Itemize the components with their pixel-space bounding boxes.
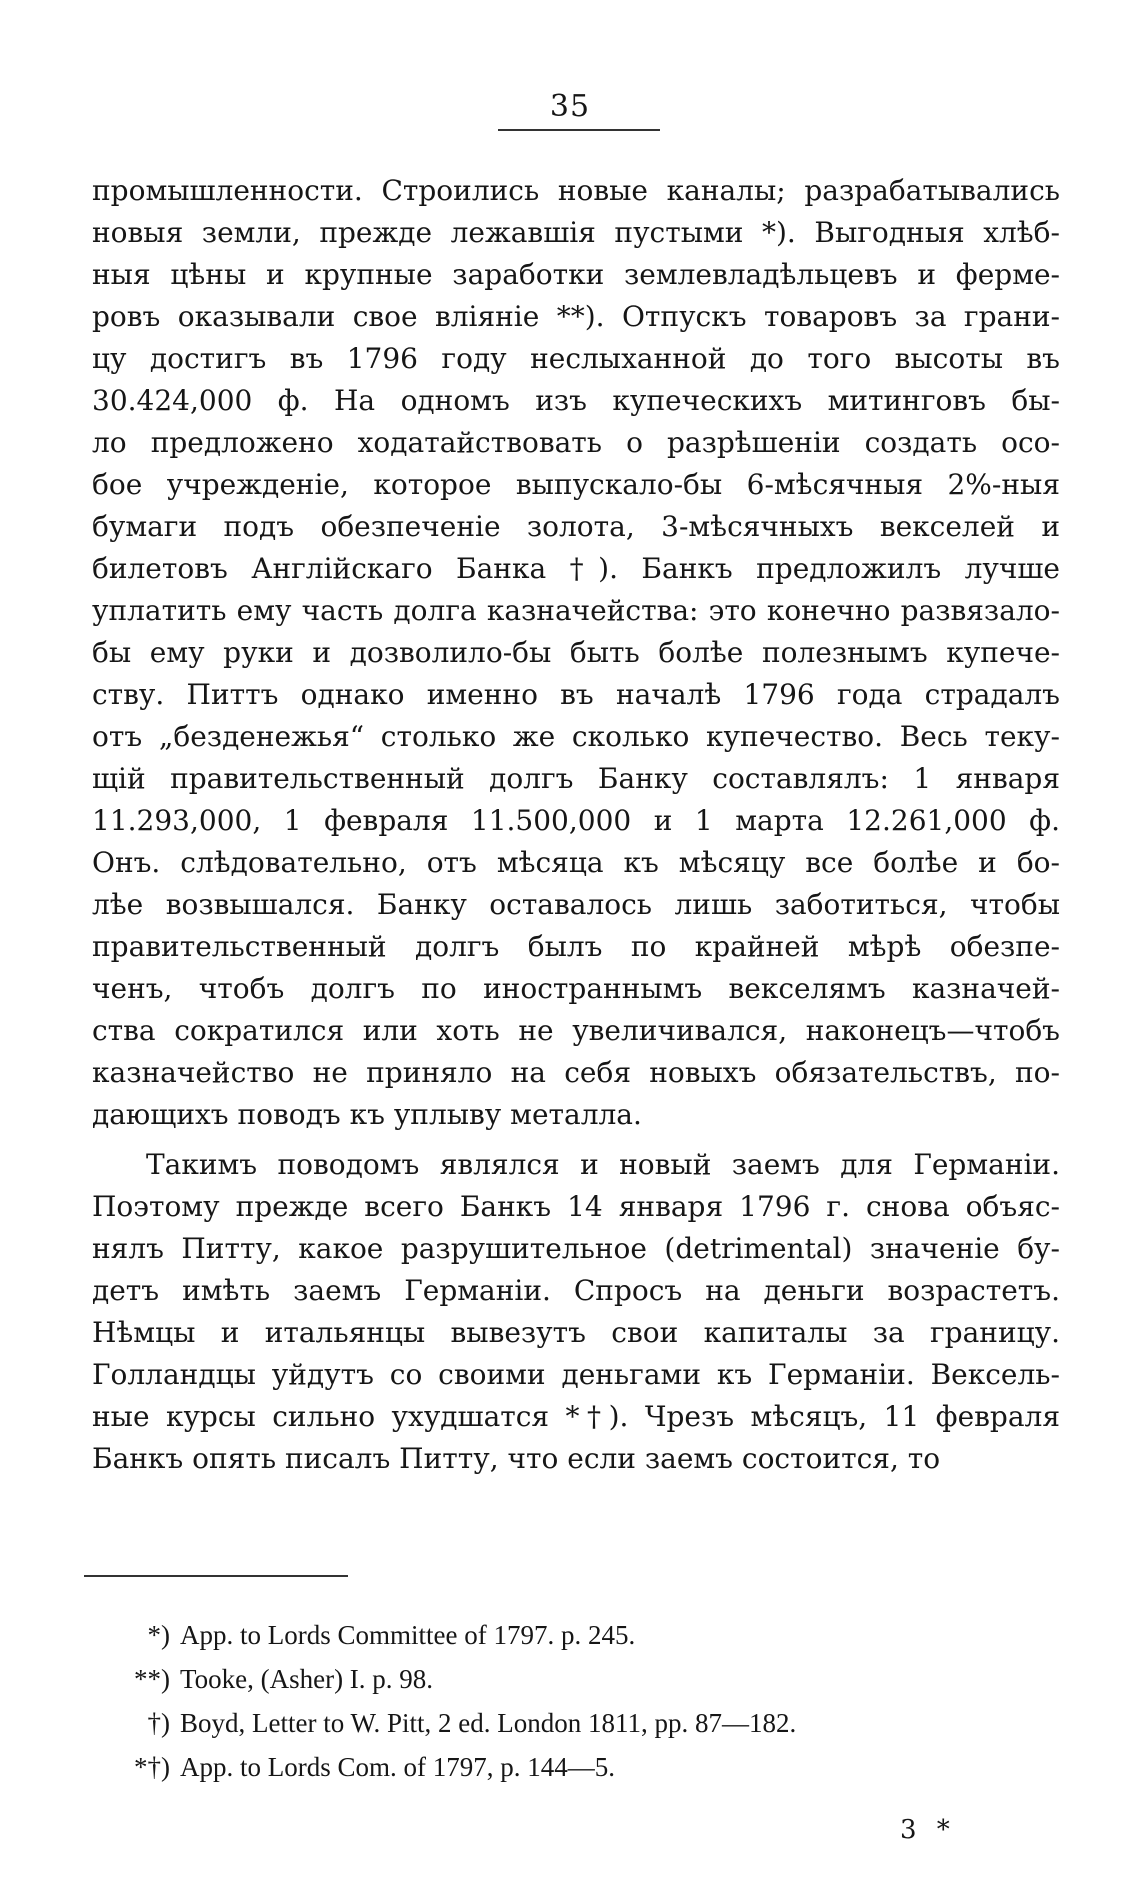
paragraph-gap [92, 1136, 1060, 1144]
text-line: бое учрежденіе, которое выпускало-бы 6-мѣсячныя 2%-ныя [92, 468, 1060, 501]
text-line: дающихъ поводъ къ уплыву металла. [92, 1098, 642, 1131]
text-line: билетовъ Англійскаго Банка †). Банкъ предложилъ лучше [92, 552, 1060, 585]
body-text [92, 170, 1060, 1480]
text-line: промышленности. Строились новые каналы; разрабатывались [92, 174, 1060, 207]
text-line: бы ему руки и дозволило-бы быть болѣе полезнымъ купече- [92, 636, 1060, 669]
text-line: новыя земли, прежде лежавшія пустыми *). Выгодныя хлѣб- [92, 216, 1060, 249]
text-line: щій правительственный долгъ Банку составлялъ: 1 января [92, 762, 1060, 795]
footnote [112, 1745, 1012, 1789]
text-line: Голландцы уйдутъ со своими деньгами къ Германіи. Вексель- [92, 1358, 1060, 1391]
footnote [112, 1613, 1012, 1657]
footnote-mark: *†) [134, 1752, 170, 1782]
paragraph [92, 1144, 1060, 1480]
text-line: бумаги подъ обезпеченіе золота, 3-мѣсячныхъ векселей и [92, 510, 1060, 543]
signature-mark: 3 * [900, 1815, 956, 1845]
text-line: Поэтому прежде всего Банкъ 14 января 1796 г. снова объяс- [92, 1190, 1060, 1223]
footnote [112, 1701, 1012, 1745]
text-line: ло предложено ходатайствовать о разрѣшеніи создать осо- [92, 426, 1060, 459]
text-line: Банкъ опять писалъ Питту, что если заемъ состоится, то [92, 1442, 941, 1475]
footnote-text: App. to Lords Com. of 1797, p. 144—5. [180, 1752, 615, 1782]
text-line: 30.424,000 ф. На одномъ изъ купеческихъ митинговъ бы- [92, 384, 1060, 417]
footnote-mark: *) [147, 1620, 170, 1650]
text-line: нялъ Питту, какое разрушительное (detrimental) значеніе бу- [92, 1232, 1060, 1265]
text-line: ства сократился или хоть не увеличивался, наконецъ—чтобъ [92, 1014, 1060, 1047]
text-line: правительственный долгъ былъ по крайней мѣрѣ обезпе- [92, 930, 1060, 963]
text-line: Нѣмцы и итальянцы вывезутъ свои капиталы за границу. [92, 1316, 1060, 1349]
text-line: уплатить ему часть долга казначейства: это конечно развязало- [92, 594, 1060, 627]
text-line: лѣе возвышался. Банку оставалось лишь заботиться, чтобы [92, 888, 1060, 921]
footnote [112, 1657, 1012, 1701]
footnote-mark: †) [147, 1708, 170, 1738]
text-line: ченъ, чтобъ долгъ по иностраннымъ векселямъ казначей- [92, 972, 1060, 1005]
footnotes [112, 1613, 1012, 1789]
text-line: отъ „безденежья“ столько же сколько купечество. Весь теку- [92, 720, 1060, 753]
footnote-text: Tooke, (Asher) I. p. 98. [180, 1664, 434, 1694]
text-line: ные курсы сильно ухудшатся *†). Чрезъ мѣсяцъ, 11 февраля [92, 1400, 1060, 1433]
text-line: ству. Питтъ однако именно въ началѣ 1796 года страдалъ [92, 678, 1060, 711]
paragraph [92, 170, 1060, 1136]
text-line: Такимъ поводомъ являлся и новый заемъ для Германіи. [146, 1148, 1060, 1181]
footnote-text: Boyd, Letter to W. Pitt, 2 ed. London 1811, pp. 87—182. [180, 1708, 797, 1738]
text-line: ныя цѣны и крупные заработки землевладѣльцевъ и ферме- [92, 258, 1060, 291]
page-number: 35 [549, 89, 591, 124]
text-line: 11.293,000, 1 февраля 11.500,000 и 1 марта 12.261,000 ф. [92, 804, 1060, 837]
text-line: казначейство не приняло на себя новыхъ обязательствъ, по- [92, 1056, 1060, 1089]
text-line: детъ имѣть заемъ Германіи. Спросъ на деньги возрастетъ. [92, 1274, 1060, 1307]
text-line: цу достигъ въ 1796 году неслыханной до того высоты въ [92, 342, 1060, 375]
page-number-rule [498, 129, 660, 131]
footnote-separator [84, 1575, 348, 1577]
text-line: Онъ. слѣдовательно, отъ мѣсяца къ мѣсяцу все болѣе и бо- [92, 846, 1060, 879]
footnote-text: App. to Lords Committee of 1797. p. 245. [180, 1620, 636, 1650]
text-line: ровъ оказывали свое вліяніе **). Отпускъ товаровъ за грани- [92, 300, 1060, 333]
footnote-mark: **) [134, 1664, 170, 1694]
